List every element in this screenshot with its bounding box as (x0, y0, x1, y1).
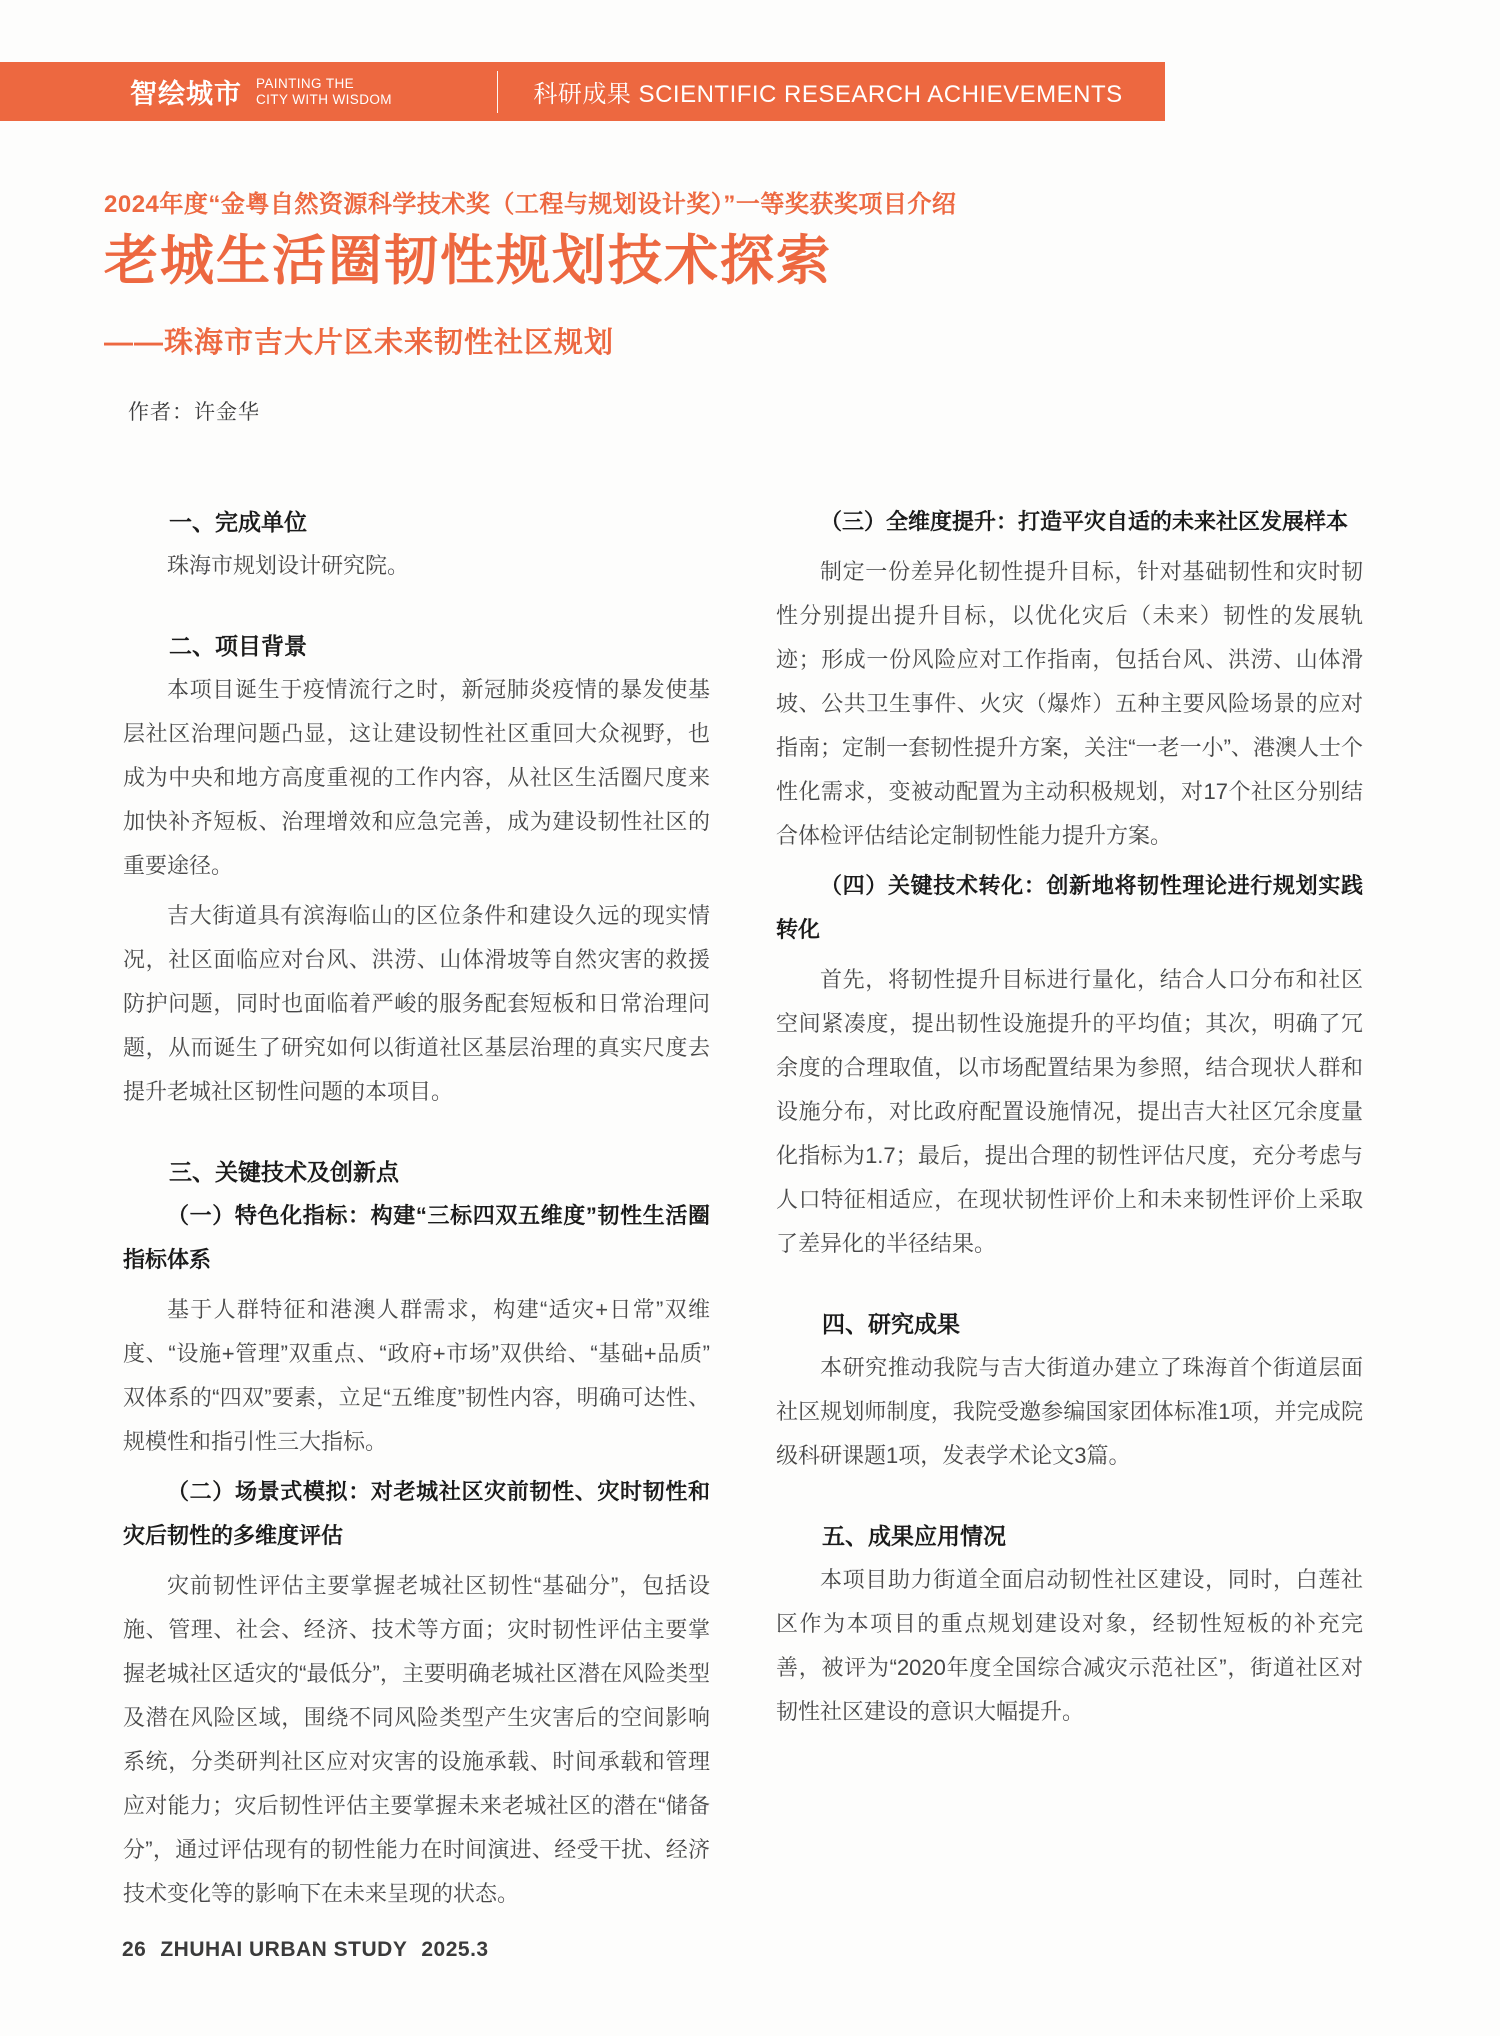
section-heading-3: 三、关键技术及创新点 (169, 1159, 399, 1185)
brand-english-line1: PAINTING THE (256, 75, 355, 91)
section-heading-2: 二、项目背景 (169, 633, 307, 659)
journal-name: ZHUHAI URBAN STUDY (160, 1938, 408, 1961)
author-line: 作者：许金华 (128, 401, 260, 424)
section-heading-4: 四、研究成果 (822, 1311, 960, 1337)
paragraph-3-3: 制定一份差异化韧性提升目标，针对基础韧性和灾时韧性分别提出提升目标，以优化灾后（未来）韧性的发展轨迹；形成一份风险应对工作指南，包括台风、洪涝、山体滑坡、公共卫生事件、火灾（爆炸）五种主要风险场景的应对指南；定制一套韧性提升方案，关注“一老一小”、港澳人士个性化需求，变被动配置为主动积极规划，对17个社区分别结合体检评估结论定制韧性能力提升方案。 (776, 559, 1363, 848)
article-title: 老城生活圈韧性规划技术探索 (104, 231, 832, 291)
page-number: 26 (122, 1938, 147, 1961)
brand-chinese-wordmark: 智绘城市 (130, 79, 242, 109)
issue-number: 2025.3 (421, 1938, 489, 1961)
award-eyebrow: 2024年度“金粤自然资源科学技术奖（工程与规划设计奖）”一等奖获奖项目介绍 (104, 191, 957, 218)
article-body (123, 500, 1363, 1916)
paragraph-background-2: 吉大街道具有滨海临山的区位条件和建设久远的现实情况，社区面临应对台风、洪涝、山体滑坡等自然灾害的救援防护问题，同时也面临着严峻的服务配套短板和日常治理问题，从而诞生了研究如何以街道社区基层治理的真实尺度去提升老城社区韧性问题的本项目。 (123, 903, 710, 1104)
section-label: 科研成果 SCIENTIFIC RESEARCH ACHIEVEMENTS (533, 81, 1123, 108)
brand-english-line2: CITY WITH WISDOM (256, 91, 392, 107)
section-heading-1: 一、完成单位 (169, 509, 307, 535)
paragraph-background-1: 本项目诞生于疫情流行之时，新冠肺炎疫情的暴发使基层社区治理问题凸显，这让建设韧性社区重回大众视野，也成为中央和地方高度重视的工作内容，从社区生活圈尺度来加快补齐短板、治理增效和应急完善，成为建设韧性社区的重要途径。 (123, 677, 710, 878)
title-block (104, 190, 956, 361)
article-subtitle: ——珠海市吉大片区未来韧性社区规划 (104, 327, 615, 359)
section-heading-5: 五、成果应用情况 (822, 1523, 1006, 1549)
subheading-3-4: （四）关键技术转化：创新地将韧性理论进行规划实践转化 (776, 873, 1363, 942)
subheading-3-1: （一）特色化指标：构建“三标四双五维度”韧性生活圈指标体系 (123, 1203, 710, 1272)
page-footer (122, 1938, 489, 1962)
subheading-3-2: （二）场景式模拟：对老城社区灾前韧性、灾时韧性和灾后韧性的多维度评估 (123, 1479, 710, 1548)
right-column (776, 500, 1363, 1916)
paragraph-application: 本项目助力街道全面启动韧性社区建设，同时，白莲社区作为本项目的重点规划建设对象，经韧性短板的补充完善，被评为“2020年度全国综合减灾示范社区”，街道社区对韧性社区建设的意识大幅提升。 (776, 1567, 1363, 1724)
left-column (123, 500, 710, 1916)
header-divider (497, 71, 499, 113)
brand-english-wordmark (256, 76, 392, 108)
header-bar (0, 62, 1165, 121)
paragraph-completing-unit: 珠海市规划设计研究院。 (167, 553, 410, 578)
paragraph-research-results: 本研究推动我院与吉大街道办建立了珠海首个街道层面社区规划师制度，我院受邀参编国家团体标准1项，并完成院级科研课题1项，发表学术论文3篇。 (776, 1355, 1363, 1468)
paragraph-3-1: 基于人群特征和港澳人群需求，构建“适灾+日常”双维度、“设施+管理”双重点、“政府+市场”双供给、“基础+品质”双体系的“四双”要素，立足“五维度”韧性内容，明确可达性、规模性和指引性三大指标。 (123, 1297, 710, 1454)
paragraph-3-4: 首先，将韧性提升目标进行量化，结合人口分布和社区空间紧凑度，提出韧性设施提升的平均值；其次，明确了冗余度的合理取值，以市场配置结果为参照，结合现状人群和设施分布，对比政府配置设施情况，提出吉大社区冗余度量化指标为1.7；最后，提出合理的韧性评估尺度，充分考虑与人口特征相适应，在现状韧性评价上和未来韧性评价上采取了差异化的半径结果。 (776, 967, 1363, 1256)
paragraph-3-2: 灾前韧性评估主要掌握老城社区韧性“基础分”，包括设施、管理、社会、经济、技术等方面；灾时韧性评估主要掌握老城社区适灾的“最低分”，主要明确老城社区潜在风险类型及潜在风险区域，围绕不同风险类型产生灾害后的空间影响系统，分类研判社区应对灾害的设施承载、时间承载和管理应对能力；灾后韧性评估主要掌握未来老城社区的潜在“储备分”，通过评估现有的韧性能力在时间演进、经受干扰、经济技术变化等的影响下在未来呈现的状态。 (123, 1573, 710, 1906)
subheading-3-3: （三）全维度提升：打造平灾自适的未来社区发展样本 (820, 509, 1349, 534)
